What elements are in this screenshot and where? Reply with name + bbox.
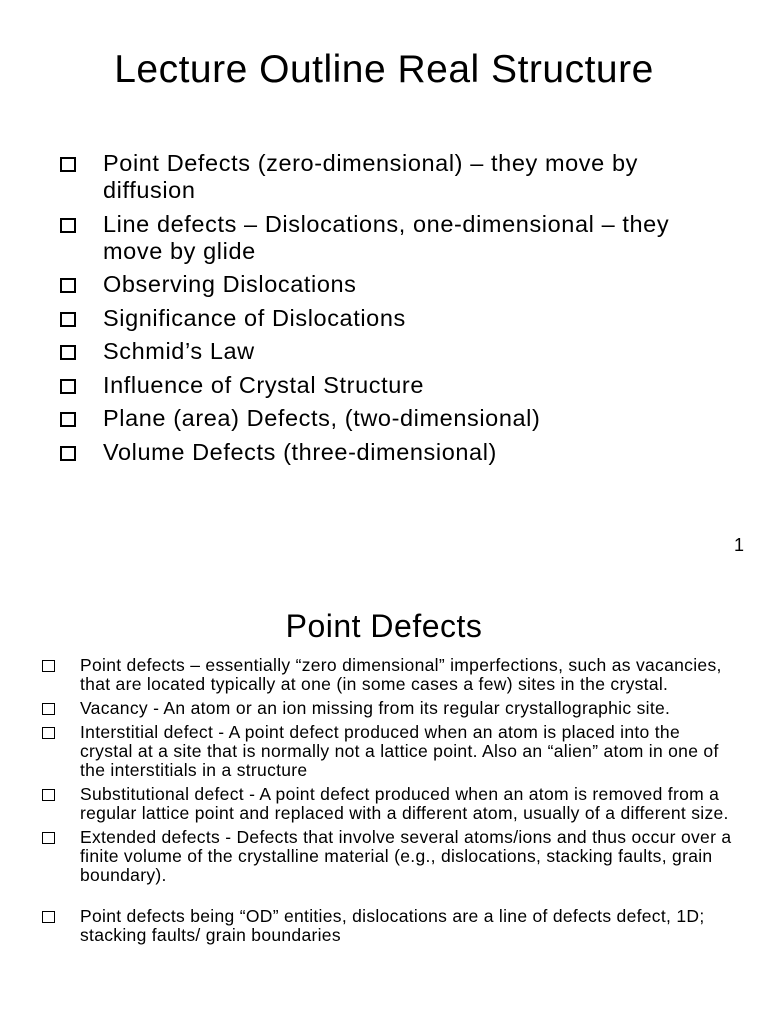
list-item xyxy=(60,271,720,298)
list-item xyxy=(60,338,720,365)
checkbox-bullet-icon xyxy=(60,312,76,327)
list-item-text: Plane (area) Defects, (two-dimensional) xyxy=(103,405,541,431)
checkbox-bullet-icon xyxy=(60,218,76,233)
list-item-text: Point defects being “OD” entities, dislocations are a line of defects defect, 1D; stacking faults/ grain boundaries xyxy=(80,906,705,945)
checkbox-bullet-icon xyxy=(60,412,76,427)
list-item xyxy=(42,785,732,823)
checkbox-bullet-icon xyxy=(42,789,55,801)
list-item xyxy=(42,699,732,718)
list-item xyxy=(60,211,720,265)
list-item xyxy=(60,439,720,466)
list-item-text: Line defects – Dislocations, one-dimensional – they move by glide xyxy=(103,210,670,264)
list-item-text: Vacancy - An atom or an ion missing from its regular crystallographic site. xyxy=(80,698,671,718)
checkbox-bullet-icon xyxy=(42,911,55,923)
list-item xyxy=(42,723,732,780)
slide-title: Point Defects xyxy=(285,608,483,644)
list-item-text: Point Defects (zero-dimensional) – they move by diffusion xyxy=(103,150,638,203)
outline-list xyxy=(60,150,720,472)
checkbox-bullet-icon xyxy=(42,660,55,672)
list-item-text: Significance of Dislocations xyxy=(103,304,406,331)
list-item xyxy=(60,150,720,204)
list-item xyxy=(42,656,732,694)
list-item-text: Schmid’s Law xyxy=(103,338,255,364)
slide-2 xyxy=(0,580,768,1024)
definition-list xyxy=(42,656,732,950)
list-item-text: Extended defects - Defects that involve several atoms/ions and thus occur over a finite volume of the crystalline material (e.g., dislocations, stacking faults, grain boundary). xyxy=(80,827,732,885)
list-item xyxy=(60,305,720,332)
page-number: 1 xyxy=(733,535,744,555)
checkbox-bullet-icon xyxy=(42,727,55,739)
list-item-text: Observing Dislocations xyxy=(103,271,357,297)
list-item-text: Influence of Crystal Structure xyxy=(103,371,425,398)
list-item xyxy=(60,405,720,432)
checkbox-bullet-icon xyxy=(42,703,55,715)
list-item-text: Volume Defects (three-dimensional) xyxy=(103,438,497,465)
list-item-text: Interstitial defect - A point defect produced when an atom is placed into the crystal at a site that is normally not a lattice point. Also an “alien” atom in one of the interstitials in a structure xyxy=(80,722,719,780)
checkbox-bullet-icon xyxy=(60,345,76,360)
checkbox-bullet-icon xyxy=(60,446,76,461)
slide-title: Lecture Outline Real Structure xyxy=(114,48,654,91)
list-item xyxy=(42,907,732,945)
checkbox-bullet-icon xyxy=(60,278,76,293)
checkbox-bullet-icon xyxy=(60,157,76,172)
list-item-text: Point defects – essentially “zero dimensional” imperfections, such as vacancies, that are located typically at one (in some cases a few) sites in the crystal. xyxy=(80,655,722,694)
checkbox-bullet-icon xyxy=(60,379,76,394)
list-item-text: Substitutional defect - A point defect produced when an atom is removed from a regular lattice point and replaced with a different atom, usually of a different size. xyxy=(80,784,729,823)
list-item xyxy=(42,828,732,885)
list-item xyxy=(60,372,720,399)
checkbox-bullet-icon xyxy=(42,832,55,844)
